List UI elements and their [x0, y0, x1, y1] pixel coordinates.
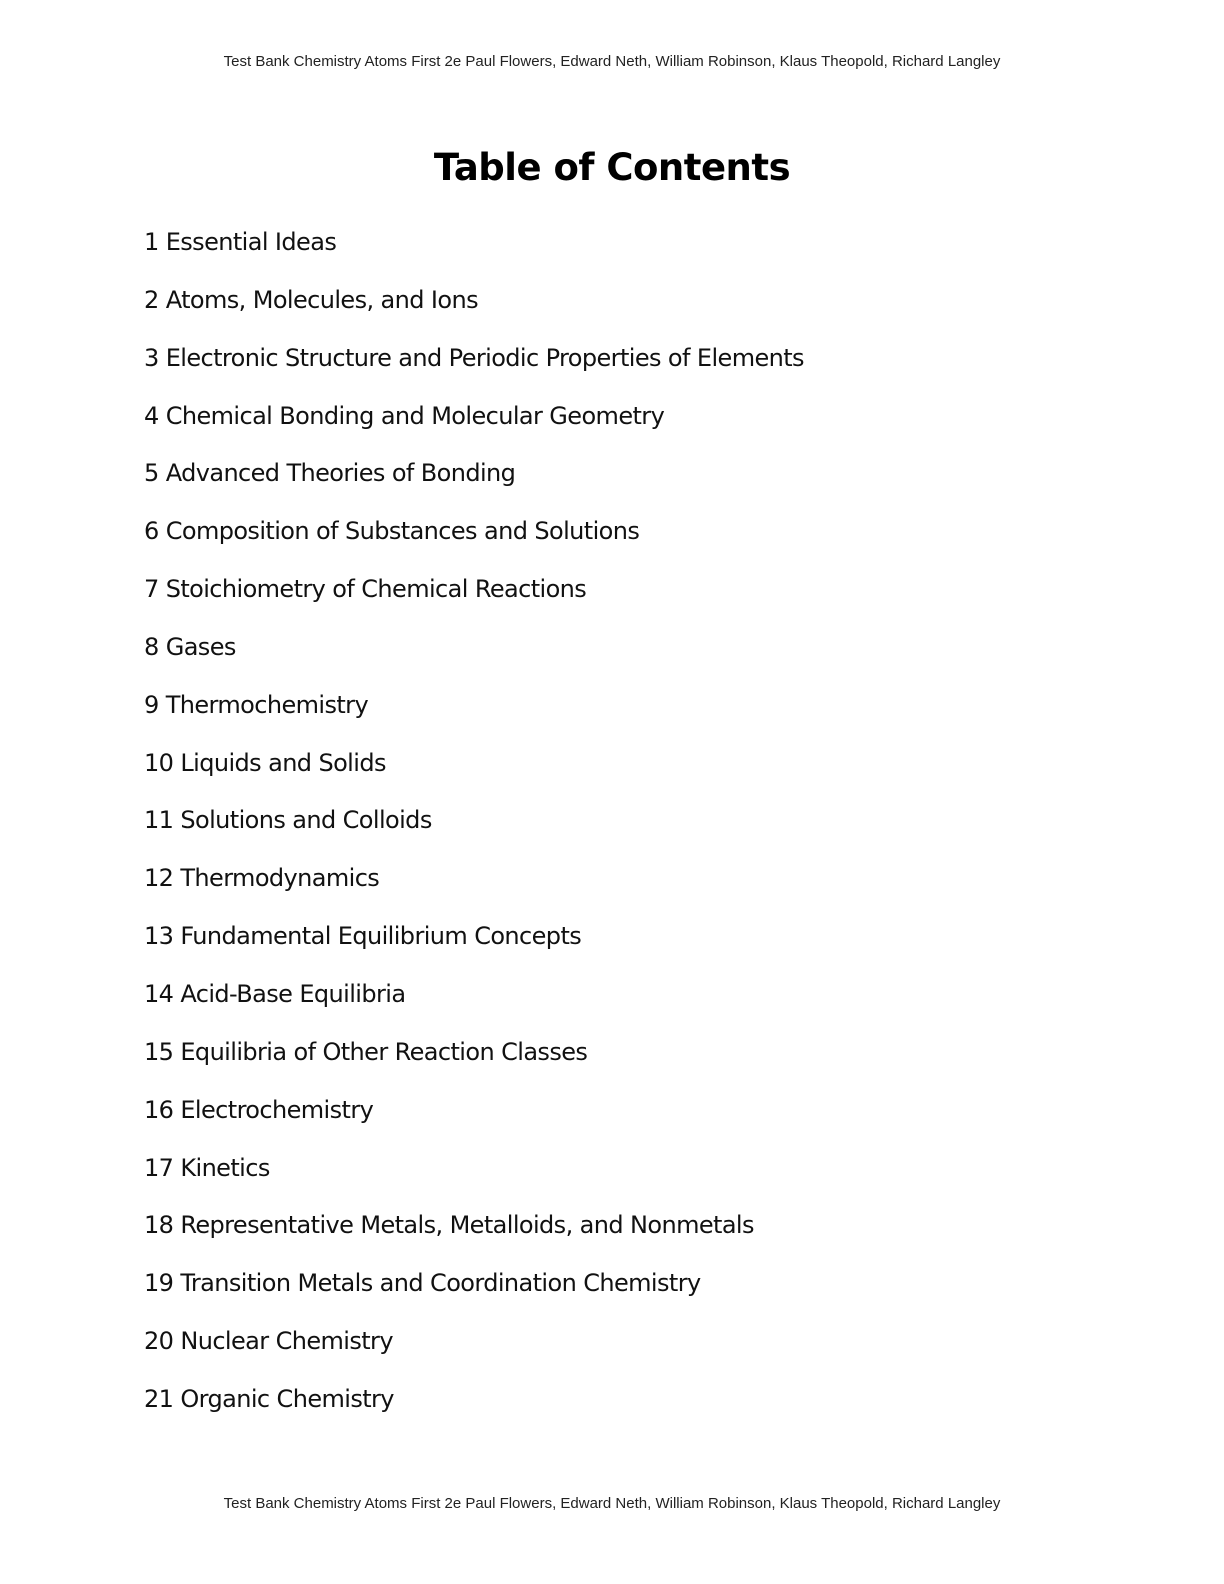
toc-item-7: 7 Stoichiometry of Chemical Reactions: [144, 575, 587, 604]
toc-item-21: 21 Organic Chemistry: [144, 1384, 394, 1413]
toc-item-19: 19 Transition Metals and Coordination Chemistry: [144, 1269, 701, 1298]
toc-item-8: 8 Gases: [144, 632, 236, 661]
toc-item-5: 5 Advanced Theories of Bonding: [144, 459, 516, 488]
running-header: Test Bank Chemistry Atoms First 2e Paul Flowers, Edward Neth, William Robinson, Klaus Theopold, Richard Langley: [223, 53, 1001, 70]
toc-item-9: 9 Thermochemistry: [144, 690, 369, 719]
toc-item-16: 16 Electrochemistry: [144, 1095, 374, 1124]
toc-item-14: 14 Acid-Base Equilibria: [144, 979, 406, 1008]
toc-item-20: 20 Nuclear Chemistry: [144, 1327, 393, 1356]
running-footer: Test Bank Chemistry Atoms First 2e Paul Flowers, Edward Neth, William Robinson, Klaus Theopold, Richard Langley: [223, 1495, 1001, 1512]
page-title: Table of Contents: [433, 146, 791, 189]
toc-list: [144, 224, 804, 1439]
toc-item-13: 13 Fundamental Equilibrium Concepts: [144, 922, 582, 951]
toc-item-10: 10 Liquids and Solids: [144, 748, 386, 777]
toc-item-17: 17 Kinetics: [144, 1153, 270, 1182]
toc-item-12: 12 Thermodynamics: [144, 864, 380, 893]
toc-item-4: 4 Chemical Bonding and Molecular Geometry: [144, 401, 665, 430]
toc-item-3: 3 Electronic Structure and Periodic Properties of Elements: [144, 343, 804, 372]
toc-item-18: 18 Representative Metals, Metalloids, and Nonmetals: [144, 1211, 754, 1240]
toc-item-2: 2 Atoms, Molecules, and Ions: [144, 285, 479, 314]
toc-item-15: 15 Equilibria of Other Reaction Classes: [144, 1037, 588, 1066]
toc-item-11: 11 Solutions and Colloids: [144, 806, 432, 835]
toc-item-6: 6 Composition of Substances and Solutions: [144, 517, 640, 546]
toc-item-1: 1 Essential Ideas: [144, 228, 337, 256]
